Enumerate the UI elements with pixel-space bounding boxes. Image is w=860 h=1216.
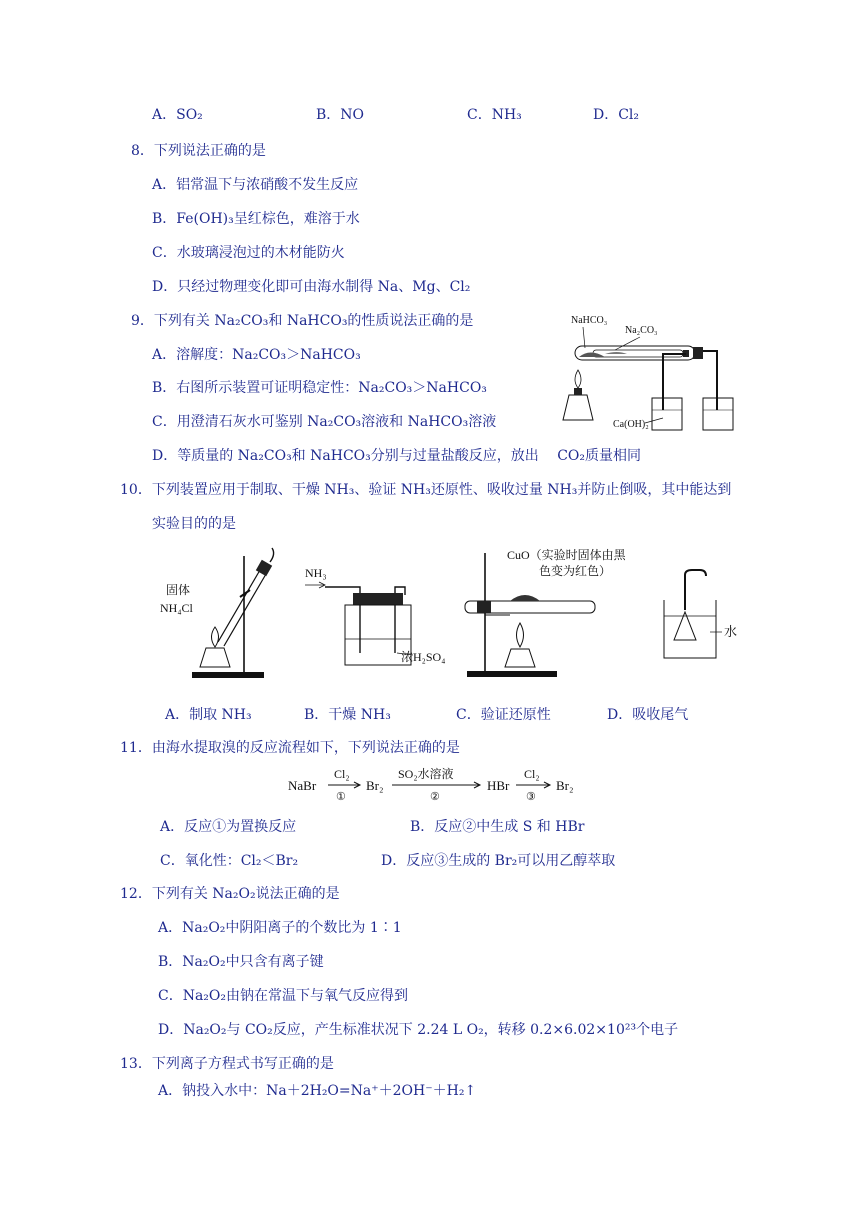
q9-option-b: B．右图所示装置可证明稳定性：Na₂CO₃＞NaHCO₃ bbox=[152, 380, 487, 396]
q10-c-label-1: CuO（实验时固体由黑 bbox=[507, 548, 626, 562]
q11-flow-nabr: NaBr bbox=[288, 778, 317, 793]
q12-option-b: B．Na₂O₂中只含有离子键 bbox=[158, 954, 324, 970]
q10-b-label-acid: 浓H₂SO₄ bbox=[401, 650, 446, 664]
q10-option-b: B．干燥 NH₃ bbox=[304, 707, 391, 723]
q11-flow-step-3: ③ bbox=[526, 791, 536, 803]
q13-stem: 13．下列离子方程式书写正确的是 bbox=[120, 1056, 334, 1072]
q12-option-c: C．Na₂O₂由钠在常温下与氧气反应得到 bbox=[158, 988, 409, 1004]
q9-label-na2co3: Na₂CO₃ bbox=[625, 325, 658, 336]
q10-option-a: A．制取 NH₃ bbox=[165, 707, 252, 723]
q8-option-d: D．只经过物理变化即可由海水制得 Na、Mg、Cl₂ bbox=[152, 279, 471, 295]
q12-option-a: A．Na₂O₂中阴阳离子的个数比为 1∶1 bbox=[158, 920, 402, 936]
q10-figure-a bbox=[160, 552, 280, 682]
q7-option-c: C．NH₃ bbox=[467, 107, 522, 123]
q11-flow-br2-2: Br₂ bbox=[556, 778, 574, 793]
q11-option-a: A．反应①为置换反应 bbox=[160, 819, 297, 835]
q9-label-nahco3: NaHCO₃ bbox=[571, 315, 608, 326]
q10-a-label-1: 固体 bbox=[166, 583, 191, 597]
q12-option-d: D．Na₂O₂与 CO₂反应，产生标准状况下 2.24 L O₂，转移 0.2×6.02×10²³个电子 bbox=[158, 1022, 679, 1038]
q10-figure-c bbox=[455, 545, 655, 680]
q7-option-a: A．SO₂ bbox=[152, 107, 203, 123]
q9-apparatus-figure bbox=[545, 310, 745, 440]
q9-option-a: A．溶解度：Na₂CO₃＞NaHCO₃ bbox=[152, 347, 361, 363]
q10-option-d: D．吸收尾气 bbox=[607, 707, 689, 723]
q11-stem: 11．由海水提取溴的反应流程如下，下列说法正确的是 bbox=[120, 740, 460, 756]
q10-d-label-water: 水 bbox=[724, 624, 738, 639]
q10-option-c: C．验证还原性 bbox=[456, 707, 551, 723]
q10-stem-line2: 实验目的的是 bbox=[152, 516, 236, 532]
q7-option-b: B．NO bbox=[316, 107, 365, 123]
q10-figure-d bbox=[660, 570, 780, 665]
q9-stem: 9．下列有关 Na₂CO₃和 NaHCO₃的性质说法正确的是 bbox=[131, 313, 474, 329]
q10-figure-b bbox=[305, 565, 455, 675]
q8-option-c: C．水玻璃浸泡过的木材能防火 bbox=[152, 245, 345, 261]
q8-option-a: A．铝常温下与浓硝酸不发生反应 bbox=[152, 177, 359, 193]
q12-stem: 12．下列有关 Na₂O₂说法正确的是 bbox=[120, 886, 340, 902]
q8-option-b: B．Fe(OH)₃呈红棕色，难溶于水 bbox=[152, 211, 360, 227]
q11-flow-hbr: HBr bbox=[487, 778, 510, 793]
q11-flow-step-2: ② bbox=[430, 791, 440, 803]
q10-c-label-2: 色变为红色） bbox=[539, 564, 612, 578]
q10-b-label-nh3: NH₃ bbox=[305, 566, 327, 580]
q11-option-b: B．反应②中生成 S 和 HBr bbox=[410, 819, 585, 835]
q10-a-label-2: NH₄Cl bbox=[160, 601, 193, 615]
q7-option-d: D．Cl₂ bbox=[593, 107, 640, 123]
q9-option-c: C．用澄清石灰水可鉴别 Na₂CO₃溶液和 NaHCO₃溶液 bbox=[152, 414, 497, 430]
q11-flow-br2-1: Br₂ bbox=[366, 778, 384, 793]
q11-flow-so2: SO₂水溶液 bbox=[398, 767, 454, 781]
q9-option-d: D．等质量的 Na₂CO₃和 NaHCO₃分别与过量盐酸反应，放出 CO₂质量相同 bbox=[152, 448, 641, 464]
q11-flow-step-1: ① bbox=[336, 791, 346, 803]
q9-label-caoh2: Ca(OH)₂ bbox=[613, 419, 649, 430]
q11-option-d: D．反应③生成的 Br₂可以用乙醇萃取 bbox=[381, 853, 616, 869]
q13-option-a: A．钠投入水中：Na＋2H₂O=Na⁺＋2OH⁻＋H₂↑ bbox=[158, 1083, 477, 1099]
q11-flow-cl2-2: Cl₂ bbox=[524, 767, 540, 781]
q11-option-c: C．氧化性：Cl₂＜Br₂ bbox=[160, 853, 299, 869]
q11-flow-cl2-1: Cl₂ bbox=[334, 767, 350, 781]
q8-stem: 8．下列说法正确的是 bbox=[131, 143, 266, 159]
q11-flow-diagram bbox=[288, 766, 598, 806]
q10-stem-line1: 10．下列装置应用于制取、干燥 NH₃、验证 NH₃还原性、吸收过量 NH₃并防止倒吸，其中能达到 bbox=[120, 482, 732, 498]
